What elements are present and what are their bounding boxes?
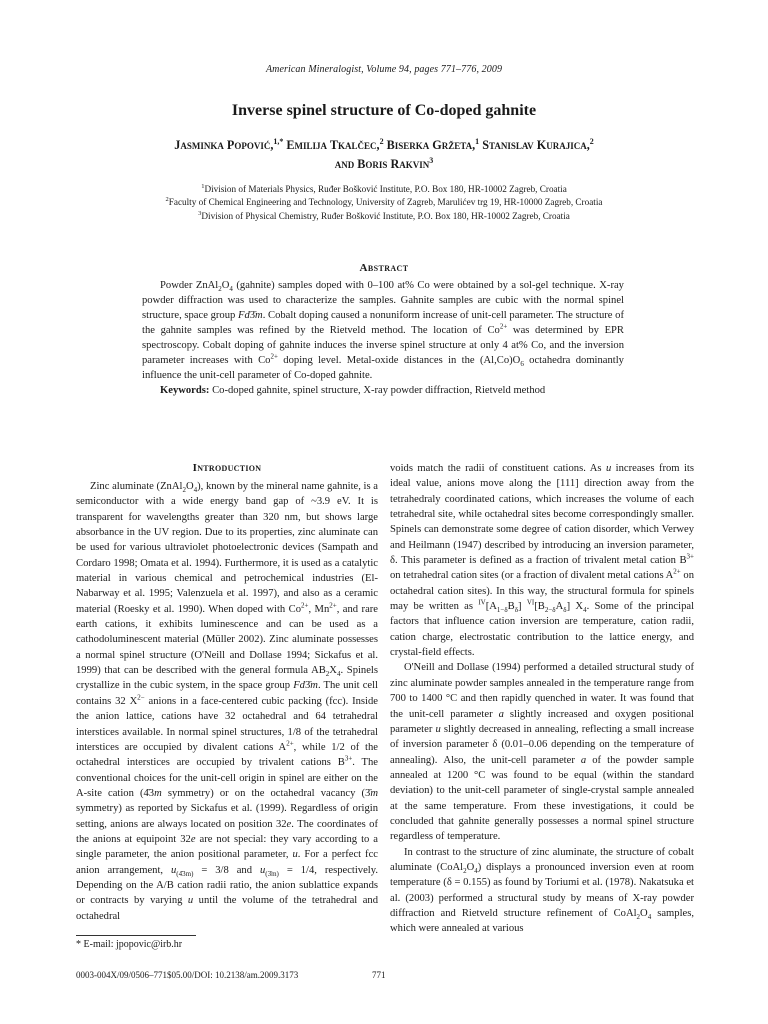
footnote-email: * E-mail: jpopovic@irb.hr [76, 939, 183, 950]
abstract-text: Powder $ZnAl_2O_4$ (gahnite) samples doped with 0–100 at% Co were obtained by a sol-gel technique. X-ray powder diffraction was used to characterize the samples. Gahnite samples are cubic with the normal spinel structure, space group Fd3̄m. Cobalt doping caused a nonuniform increase of unit-cell parameter. The structure of the gahnite samples was refined by the Rietveld method. The location of $Co^{2+}$ was determined by EPR spectroscopy. Cobalt doping of gahnite induces the inverse spinel structure at only 4 at% Co, and the inversion parameter increases with $Co^{2+}$ doping level. Metal-oxide distances in the $(Al,Co)O_6$ octahedra dominantly influence the unit-cell parameter of Co-doped gahnite. [142, 280, 625, 381]
author: and Boris Rakvin$^3$ [334, 155, 434, 171]
footer-doi: 0003-004X/09/0506–771$05.00/DOI: 10.2138/am.2009.3173 [76, 970, 299, 980]
paragraph: O'Neill and Dollase (1994) performed a detailed structural study of zinc aluminate powder samples annealed in the temperature range from 700 to 1400 °C and then rapidly quenched in water. It was found that the unit-cell parameter a slightly increased and oxygen positional parameter u slightly decreased in annealing, reflecting a small increase of inversion parameter δ (0.01–0.06 depending on the temperature of annealing). Also, the unit-cell parameter a of the powder sample annealed at 1200 °C was found to be equal (within the standard deviation) to the unit-cell parameter of single-crystal sample annealed at the same temperature. From these investigations, it could be concluded that gahnite generally possesses a normal spinel structure regardless of temperature. [390, 662, 694, 843]
affiliation: $^3$Division of Physical Chemistry, Ruđer Bošković Institute, P.O. Box 180, HR-10002 Zagreb, Croatia [198, 209, 570, 221]
author: Jasminka Popović,$^{1,*}$ [174, 136, 284, 152]
author: Biserka Gržeta,$^1$ [386, 136, 480, 152]
article-title: Inverse spinel structure of Co-doped gahnite [231, 102, 537, 119]
footnote-divider [76, 935, 196, 936]
right-column [390, 461, 694, 937]
author: Emilija Tkalčec,$^2$ [286, 136, 384, 152]
page-number: 771 [372, 970, 386, 980]
paragraph: Zinc aluminate $(ZnAl_2O_4)$, known by the mineral name gahnite, is a semiconductor with a wide energy band gap of ~3.9 eV. It is transparent for wavelengths greater than 320 nm, but shows large absorbance in the UV region. Due to its properties, zinc aluminate can be used for various ultraviolet photoelectronic devices (Sampath and Cordaro 1998; Omata et al. 1994). Furthermore, it is used as a catalytic material in various chemical and petrochemical industries (El-Nabarway et al. 1995; Valenzuela et al. 1997), and also as a ceramic material (Roesky et al. 1990). When doped with $Co^{2+}$, $Mn^{2+}$, and rare earth cations, it exhibits luminescence and can be used as a cathodoluminescent material (Müller 2002). Zinc aluminate possesses a normal spinel structure (O'Neill and Dollase 1994; Sickafus et al. 1999) that can be described with the general formula $AB_2X_4$. Spinels crystallize in the cubic system, in the space group Fd3̄m. The unit cell contains 32 $X^{2-}$ anions in a face-centered cubic packing (fcc). Inside the anion lattice, cations have 32 octahedral and 64 tetrahedral interstices available. In normal spinel structures, 1/8 of the tetrahedral interstices are occupied by divalent cations $A^{2+}$, while 1/2 of the octahedral interstices are occupied by trivalent cations $B^{3+}$. The conventional choices for the unit-cell origin in spinel are either on the A-site cation (4̄3m symmetry) or on the octahedral vacancy (3̄m symmetry) as reported by Sickafus et al. (1999). Regardless of origin setting, anions are always located on position 32e. The coordinates of the anions at equipoint 32e are not special: they vary according to a single parameter, the anion positional parameter, u. For a perfect fcc anion arrangement, $u_{(4̄3m)} = 3/8$ and $u_{(3̄m)} = 1/4$, respectively. Depending on the A/B cation radii ratio, the anion sublattice expands or contracts by varying u until the volume of the tetrahedral and octahedral [76, 481, 379, 922]
author-list [70, 136, 698, 174]
affiliations [80, 183, 688, 223]
paragraph: voids match the radii of constituent cations. As u increases from its ideal value, anions move along the [111] direction away from the tetrahedraly coordinated cations, which increases the volume of each tetrahedral site, while octahedral sites become correspondingly smaller. Spinels can demonstrate some degree of cation disorder, which Verwey and Heilmann (1947) described by introducing an inversion parameter, δ. This parameter is defined as a fraction of trivalent metal cation $B^{3+}$ on tetrahedral cation sites (or a fraction of divalent metal cations $A^{2+}$ on octahedral cation sites). In this way, the structural formula for spinels may be written as $^{IV}[A_{1-\delta}B_\delta]$ $^{VI}[B_{2-\delta}A_\delta]$ $X_4$. Some of the principal factors that influence cation inversion are temperature, cation radii, cation charge, electrostatic contribution to the lattice energy, and crystal-field effects. [390, 463, 695, 659]
keywords [142, 383, 624, 398]
keywords-text: Co-doped gahnite, spinel structure, X-ray powder diffraction, Rietveld method [212, 385, 546, 396]
journal-header: American Mineralogist, Volume 94, pages 771–776, 2009 [265, 64, 503, 75]
keywords-label: Keywords: [160, 385, 210, 396]
left-column [76, 461, 378, 924]
author: Stanislav Kurajica,$^2$ [482, 136, 594, 152]
abstract-heading: Abstract [359, 262, 409, 274]
affiliation: $^1$Division of Materials Physics, Ruđer Bošković Institute, P.O. Box 180, HR-10002 Zagreb, Croatia [201, 182, 567, 194]
affiliation: $^2$Faculty of Chemical Engineering and Technology, University of Zagreb, Marulićev trg 19, HR-10000 Zagreb, Croatia [165, 196, 603, 208]
section-heading: Introduction [192, 462, 262, 474]
paragraph: In contrast to the structure of zinc aluminate, the structure of cobalt aluminate $(CoAl_2O_4)$ displays a pronounced inversion even at room temperature (δ = 0.155) as found by Toriumi et al. (1978). Nakatsuka et al. (2003) performed a structural study by means of X-ray powder diffraction and Rietveld structure refinement of $CoAl_2O_4$ samples, which were annealed at various [390, 846, 694, 935]
